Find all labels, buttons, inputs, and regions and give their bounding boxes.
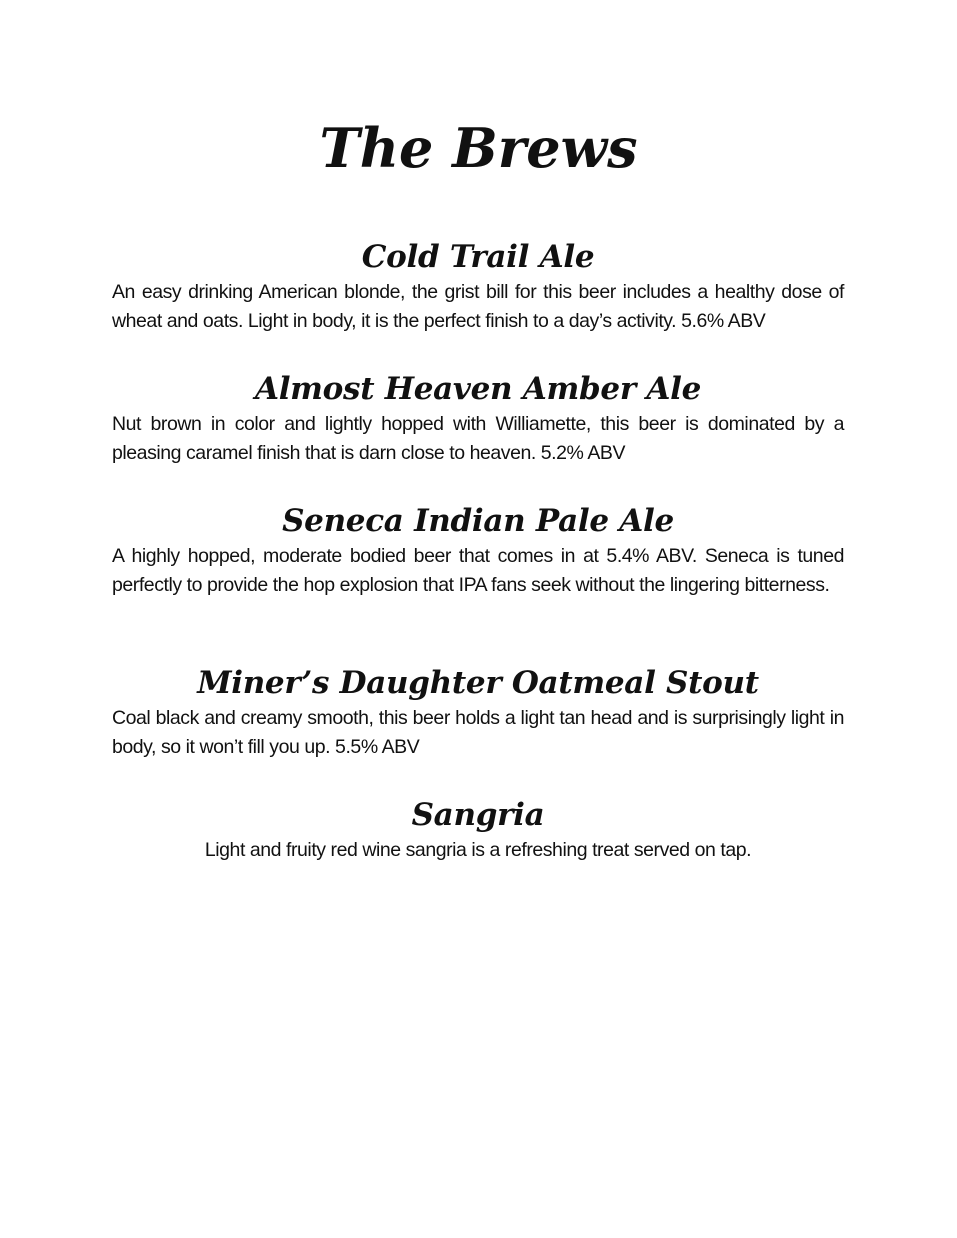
beer-name: Miner’s Daughter Oatmeal Stout [197,665,759,701]
beer-section-sangria [112,794,844,865]
beer-section-almost-heaven-amber-ale [112,368,844,468]
beer-name: Cold Trail Ale [361,239,595,275]
beer-description: Light and fruity red wine sangria is a refreshing treat served on tap. [204,839,752,861]
beer-name: Seneca Indian Pale Ale [282,503,674,539]
beer-name: Almost Heaven Amber Ale [254,371,702,407]
beer-description: Coal black and creamy smooth, this beer holds a light tan head and is surprisingly light in body, so it won’t fill you up. 5.5% ABV [112,707,844,758]
page-title: The Brews [319,116,638,180]
beer-section-cold-trail-ale [112,236,844,336]
beer-section-miners-daughter-oatmeal-stout [112,662,844,762]
beer-description: A highly hopped, moderate bodied beer that comes in at 5.4% ABV. Seneca is tuned perfectly to provide the hop explosion that IPA fans seek without the lingering bitterness. [112,545,844,596]
beer-description: An easy drinking American blonde, the grist bill for this beer includes a healthy dose of wheat and oats. Light in body, it is the perfect finish to a day’s activity. 5.6% ABV [112,281,844,332]
beer-section-seneca-indian-pale-ale [112,500,844,600]
beer-name: Sangria [411,797,545,833]
beer-description: Nut brown in color and lightly hopped with Williamette, this beer is dominated by a pleasing caramel finish that is darn close to heaven. 5.2% ABV [112,413,844,464]
